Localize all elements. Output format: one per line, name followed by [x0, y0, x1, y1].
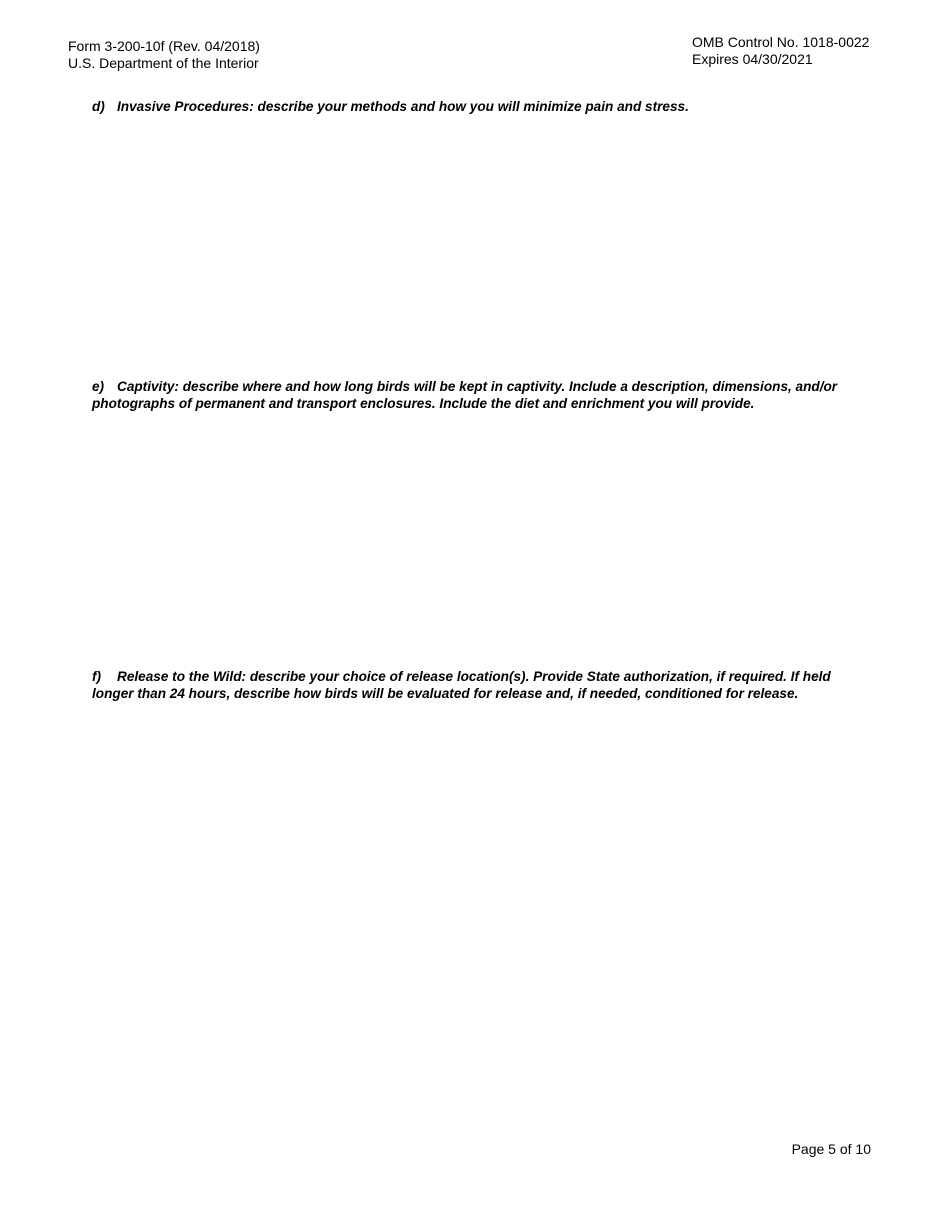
answer-field-captivity[interactable]	[92, 418, 872, 658]
question-text: Invasive Procedures: describe your methods and how you will minimize pain and stress.	[117, 99, 689, 114]
page-number: Page 5 of 10	[791, 1141, 871, 1157]
form-header-left	[68, 38, 260, 72]
answer-field-invasive-procedures[interactable]	[92, 122, 872, 367]
answer-field-release-to-wild[interactable]	[92, 708, 872, 1108]
question-text: Release to the Wild: describe your choice of release location(s). Provide State authorization, if required. If held longer than 24 hours, describe how birds will be evaluated for release and, if needed, conditioned for release.	[92, 669, 831, 701]
question-f-release-to-wild	[92, 668, 872, 702]
question-text: Captivity: describe where and how long birds will be kept in captivity. Include a description, dimensions, and/or photographs of permanent and transport enclosures. Include the diet and enrichment you will provide.	[92, 379, 838, 411]
question-letter: f)	[92, 669, 102, 684]
question-d-invasive-procedures	[92, 98, 872, 115]
form-number: Form 3-200-10f (Rev. 04/2018)	[68, 38, 260, 54]
expiration-date: Expires 04/30/2021	[692, 51, 813, 67]
question-e-captivity	[92, 378, 872, 412]
form-header-right	[692, 34, 869, 68]
department-name: U.S. Department of the Interior	[68, 55, 259, 71]
question-letter: e)	[92, 379, 105, 394]
omb-control-number: OMB Control No. 1018-0022	[692, 34, 870, 50]
question-letter: d)	[92, 99, 105, 114]
